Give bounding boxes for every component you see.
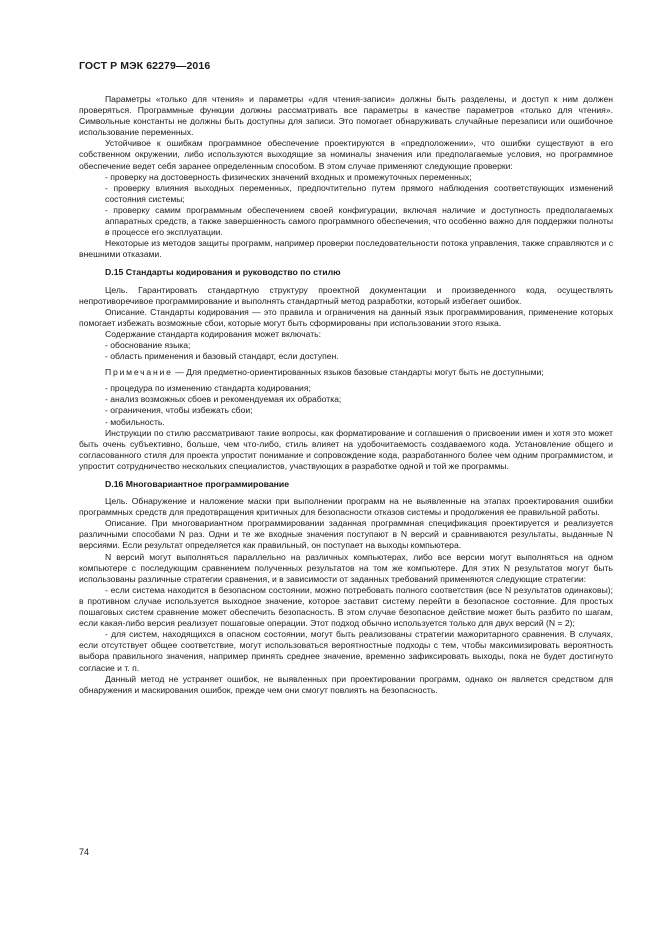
- list-item: - анализ возможных сбоев и рекомендуемая их обработка;: [105, 394, 342, 405]
- paragraph: Цель. Обнаружение и наложение маски при выполнении программ на не выявленные на этапах проектирования ошибки программных средств для предотвращения критичных для безопасности отказов системы и продолжения ее правильной работы.: [79, 496, 613, 518]
- paragraph: - для систем, находящихся в опасном состоянии, могут быть реализованы стратегии мажоритарного сравнения. В случаях, если отсутствует общее соответствие, могут использоваться вероятностные подходы с тем, чтобы максимизировать вероятность выбора правильного значения, например принять среднее значение, временно зафиксировать выходы, пока не будет достигнуто согласие и т. п.: [79, 629, 613, 673]
- paragraph: Инструкции по стилю рассматривают такие вопросы, как форматирование и соглашения о присвоении имен и хотя это может быть очень субъективно, больше, чем что-либо, стиль влияет на удобочитаемость создаваемого кода. Установление общего и согласованного стиля для проекта упростит понимание и сопровождение кода, разработанного более чем одним программистом, и упростит сотрудничество нескольких специалистов, участвующих в разработке одной и той же программы.: [79, 427, 613, 471]
- page-number: 74: [79, 847, 90, 857]
- paragraph: Цель. Гарантировать стандартную структуру проектной документации и произведенного кода, осуществлять непротиворечивое программирование и выполнять стандартный метод разработки, который избегает ошибок.: [79, 284, 613, 306]
- list-item: - область применения и базовый стандарт, если доступен.: [105, 351, 339, 362]
- section-heading-d16: D.16 Многовариантное программирование: [105, 479, 290, 489]
- list-item: - проверку на достоверность физических значений входных и промежуточных переменных;: [105, 171, 472, 182]
- paragraph: Описание. При многовариантном программировании заданная программная спецификация проектируется и реализуется различными способами N раз. Одни и те же входные значения поступают в N версий и сравниваются результаты, выданные N версиями. Если результат определяется как правильный, он поступает на выходы компьютера.: [79, 518, 613, 551]
- list-item: - мобильность.: [105, 416, 165, 427]
- list-item: - проверку влияния выходных переменных, предпочтительно путем прямого наблюдения соответствующих изменений состояния системы;: [105, 182, 613, 204]
- paragraph: Устойчивое к ошибкам программное обеспечение проектируются в «предположении», что ошибки существуют в его собственном окружении, либо используются выходящие за номиналы значения или предполагаемые условия, но программное обеспечение ведет себя заранее определенным способом. В этом случае применяют следующие проверки:: [79, 138, 613, 171]
- paragraph: Параметры «только для чтения» и параметры «для чтения-записи» должны быть разделены, и доступ к ним должен проверяться. Программные функции должны рассматривать все параметры в качестве параметров «только для чтения». Символьные константы не должны быть доступны для записи. Это помогает обнаруживать случайные перезаписи или ошибочное использование переменных.: [79, 94, 613, 138]
- page-content: [79, 94, 613, 696]
- paragraph: Описание. Стандарты кодирования — это правила и ограничения на данный язык программирования, применение которых помогает избежать возможные сбои, которые могут быть сформированы при использовании этого языка.: [79, 306, 613, 328]
- paragraph: N версий могут выполняться параллельно на различных компьютерах, либо все версии могут выполняться на одном компьютере с последующим сравнением полученных результатов на том же компьютере. Для этих N результатов могут быть использованы различные стратегии сравнения, и в зависимости от заданных требований применяются следующие стратегии:: [79, 551, 613, 584]
- list-item: - процедура по изменению стандарта кодирования;: [105, 383, 311, 394]
- note-text: — Для предметно-ориентированных языков базовые стандарты могут быть не доступными;: [172, 367, 544, 378]
- note-label: Примечание: [105, 367, 173, 378]
- paragraph: Содержание стандарта кодирования может включать:: [105, 328, 322, 339]
- section-heading-d15: D.15 Стандарты кодирования и руководство по стилю: [105, 267, 341, 278]
- paragraph: Некоторые из методов защиты программ, например проверки последовательности потока управления, также справляются и с внешними отказами.: [79, 238, 613, 260]
- note: [79, 367, 613, 378]
- paragraph: - если система находится в безопасном состоянии, можно потребовать полного соответствия (все N результатов одинаковы); в противном случае используется выходное значение, которое заставит систему перейти в безопасное состояние. Для простых пошаговых систем сравнение может обеспечить безопасность. В этом случае безопасное действие может быть разбито по шагам, если какая-либо версия реализует пошаговые операции. Этот подход обычно используется только для двух версий (N = 2);: [79, 584, 613, 629]
- standard-header: ГОСТ Р МЭК 62279—2016: [79, 60, 211, 72]
- paragraph: Данный метод не устраняет ошибок, не выявленных при проектировании программ, однако он является средством для обнаружения и маскирования ошибок, прежде чем они смогут повлиять на безопасность.: [79, 673, 613, 695]
- list-item: - обоснование языка;: [105, 339, 191, 350]
- list-item: - проверку самим программным обеспечением своей конфигурации, включая наличие и доступность предполагаемых аппаратных средств, а также завершенность самого программного обеспечения, что особенно важно для поддержки полноты в процессе его эксплуатации.: [105, 204, 613, 238]
- list-item: - ограничения, чтобы избежать сбои;: [105, 405, 253, 416]
